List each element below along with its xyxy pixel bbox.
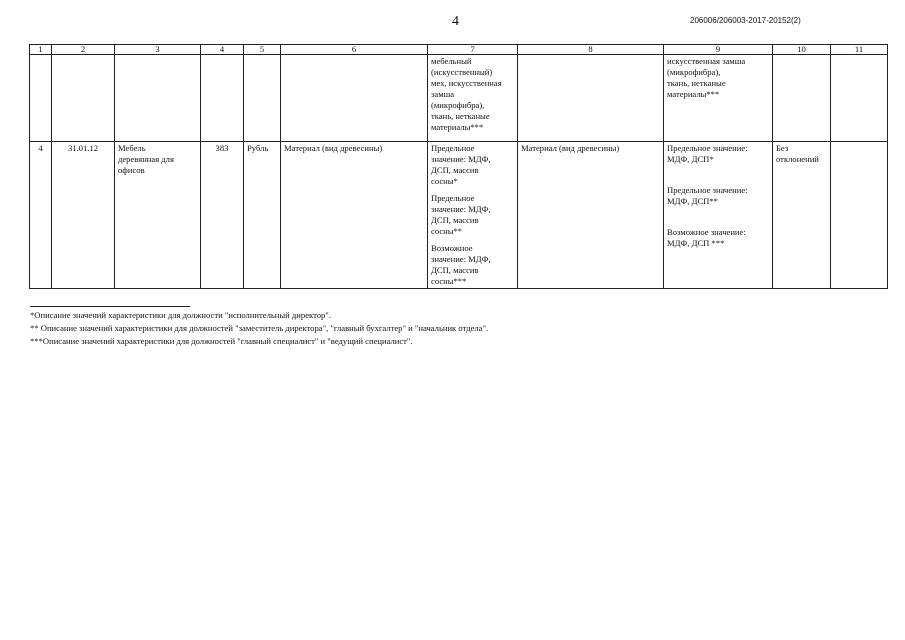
- column-number: 11: [831, 45, 888, 55]
- table-cell: [52, 55, 115, 142]
- column-number: 6: [281, 45, 428, 55]
- footnotes: [30, 306, 488, 348]
- column-number: 4: [201, 45, 244, 55]
- column-number: 10: [773, 45, 831, 55]
- column-number: 3: [115, 45, 201, 55]
- table-cell: [428, 55, 518, 142]
- continuation-col9-text: искусственная замша (микрофибра), ткань, нетканые материалы***: [667, 56, 746, 99]
- column-number: 1: [30, 45, 52, 55]
- table-cell: [831, 55, 888, 142]
- table-cell: [30, 55, 52, 142]
- table-cell: [281, 55, 428, 142]
- continuation-col7-text: мебельный (искусственный) мех, искусственная замша (микрофибра), ткань, нетканые материалы***: [431, 56, 502, 132]
- row-col8: Материал (вид древесины): [518, 142, 664, 289]
- value-block: Предельное значение: МДФ, ДСП*: [667, 143, 748, 164]
- table-cell: [244, 55, 281, 142]
- column-number: 7: [428, 45, 518, 55]
- footnote: ** Описание значений характеристики для должностей "заместитель директора", "главный бухгалтер" и "начальник отдела".: [30, 323, 489, 333]
- row-code: 383: [201, 142, 244, 289]
- column-number: 2: [52, 45, 115, 55]
- table-row: [30, 142, 888, 289]
- value-block: Предельное значение: МДФ, ДСП**: [667, 185, 748, 206]
- footnote: ***Описание значений характеристики для должностей "главный специалист" и "ведущий специалист".: [30, 336, 413, 346]
- continuation-row: [30, 55, 888, 142]
- table-cell: [115, 55, 201, 142]
- row-characteristic: Материал (вид древесины): [281, 142, 428, 289]
- footnote-divider: [30, 306, 190, 307]
- column-number: 8: [518, 45, 664, 55]
- row-date: 31.01.12: [52, 142, 115, 289]
- document-id: 206006/206003-2017-20152(2): [690, 16, 801, 25]
- column-number-row: [30, 45, 888, 55]
- row-unit: Рубль: [244, 142, 281, 289]
- table-cell: [664, 55, 773, 142]
- value-block: Предельное значение: МДФ, ДСП, массив сосны*: [431, 143, 491, 186]
- column-number: 5: [244, 45, 281, 55]
- row-number: 4: [30, 142, 52, 289]
- table-cell: [518, 55, 664, 142]
- row-deviation: Без отклонений: [776, 143, 819, 164]
- row-col10-cell: [773, 142, 831, 289]
- value-block: Предельное значение: МДФ, ДСП, массив сосны**: [431, 193, 491, 236]
- row-name-cell: [115, 142, 201, 289]
- page-number: 4: [452, 14, 459, 29]
- value-block: Возможное значение: МДФ, ДСП, массив сосны***: [431, 243, 491, 286]
- column-number: 9: [664, 45, 773, 55]
- table-cell: [201, 55, 244, 142]
- row-col11: [831, 142, 888, 289]
- footnote: *Описание значений характеристики для должности "исполнительный директор".: [30, 310, 331, 320]
- row-col9-cell: [664, 142, 773, 289]
- value-block: Возможное значение: МДФ, ДСП ***: [667, 227, 746, 248]
- row-name: Мебель деревянная для офисов: [118, 143, 174, 175]
- specification-table: [29, 44, 888, 289]
- row-col7-cell: [428, 142, 518, 289]
- table-cell: [773, 55, 831, 142]
